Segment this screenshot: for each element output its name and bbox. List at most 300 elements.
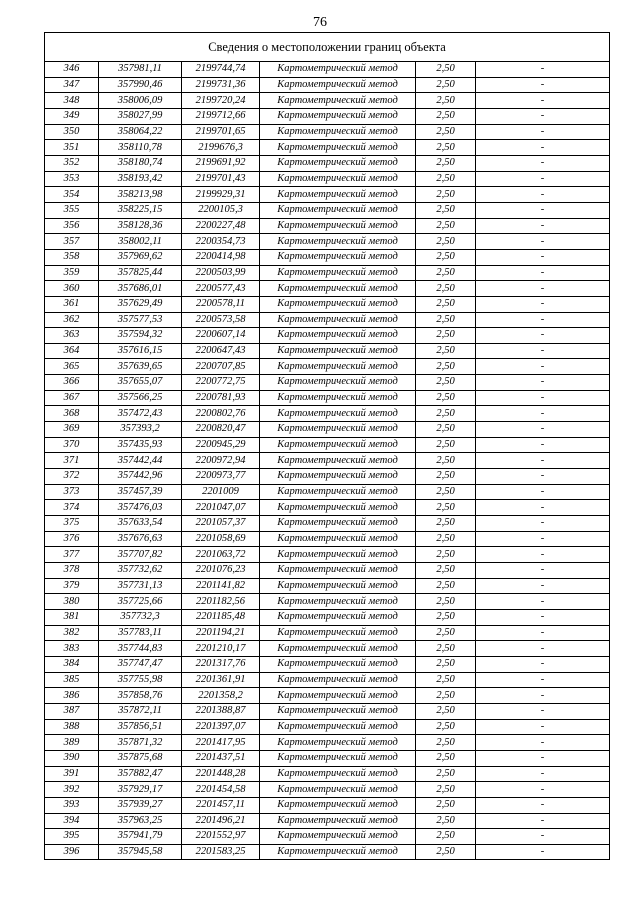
description-cell: - xyxy=(476,672,610,688)
method-cell: Картометрический метод xyxy=(260,844,416,860)
table-row xyxy=(45,578,610,594)
x-coordinate-cell: 357856,51 xyxy=(99,719,182,735)
y-coordinate-cell: 2200573,58 xyxy=(182,312,260,328)
point-number-cell: 390 xyxy=(45,750,99,766)
table-header: Сведения о местоположении границ объекта xyxy=(45,33,610,62)
method-cell: Картометрический метод xyxy=(260,422,416,438)
y-coordinate-cell: 2201194,21 xyxy=(182,625,260,641)
table-row xyxy=(45,406,610,422)
accuracy-cell: 2,50 xyxy=(416,797,476,813)
point-number-cell: 373 xyxy=(45,484,99,500)
table-row xyxy=(45,641,610,657)
method-cell: Картометрический метод xyxy=(260,625,416,641)
x-coordinate-cell: 357435,93 xyxy=(99,437,182,453)
x-coordinate-cell: 357639,65 xyxy=(99,359,182,375)
accuracy-cell: 2,50 xyxy=(416,703,476,719)
table-row xyxy=(45,766,610,782)
description-cell: - xyxy=(476,422,610,438)
table-row xyxy=(45,844,610,860)
table-row xyxy=(45,265,610,281)
description-cell: - xyxy=(476,609,610,625)
table-row xyxy=(45,108,610,124)
accuracy-cell: 2,50 xyxy=(416,500,476,516)
description-cell: - xyxy=(476,155,610,171)
method-cell: Картометрический метод xyxy=(260,531,416,547)
method-cell: Картометрический метод xyxy=(260,656,416,672)
description-cell: - xyxy=(476,359,610,375)
y-coordinate-cell: 2199691,92 xyxy=(182,155,260,171)
table-row xyxy=(45,140,610,156)
point-number-cell: 346 xyxy=(45,62,99,78)
table-row xyxy=(45,312,610,328)
point-number-cell: 369 xyxy=(45,422,99,438)
point-number-cell: 350 xyxy=(45,124,99,140)
x-coordinate-cell: 357882,47 xyxy=(99,766,182,782)
x-coordinate-cell: 357472,43 xyxy=(99,406,182,422)
accuracy-cell: 2,50 xyxy=(416,829,476,845)
point-number-cell: 357 xyxy=(45,234,99,250)
point-number-cell: 371 xyxy=(45,453,99,469)
accuracy-cell: 2,50 xyxy=(416,469,476,485)
point-number-cell: 367 xyxy=(45,390,99,406)
x-coordinate-cell: 357457,39 xyxy=(99,484,182,500)
table-row xyxy=(45,375,610,391)
description-cell: - xyxy=(476,563,610,579)
method-cell: Картометрический метод xyxy=(260,296,416,312)
x-coordinate-cell: 357755,98 xyxy=(99,672,182,688)
description-cell: - xyxy=(476,719,610,735)
y-coordinate-cell: 2201388,87 xyxy=(182,703,260,719)
accuracy-cell: 2,50 xyxy=(416,171,476,187)
x-coordinate-cell: 357629,49 xyxy=(99,296,182,312)
table-row xyxy=(45,609,610,625)
description-cell: - xyxy=(476,108,610,124)
accuracy-cell: 2,50 xyxy=(416,719,476,735)
accuracy-cell: 2,50 xyxy=(416,406,476,422)
accuracy-cell: 2,50 xyxy=(416,108,476,124)
description-cell: - xyxy=(476,77,610,93)
table-row xyxy=(45,187,610,203)
description-cell: - xyxy=(476,93,610,109)
description-cell: - xyxy=(476,390,610,406)
table-row xyxy=(45,390,610,406)
method-cell: Картометрический метод xyxy=(260,735,416,751)
description-cell: - xyxy=(476,265,610,281)
table-row xyxy=(45,422,610,438)
method-cell: Картометрический метод xyxy=(260,406,416,422)
x-coordinate-cell: 357858,76 xyxy=(99,688,182,704)
description-cell: - xyxy=(476,750,610,766)
x-coordinate-cell: 358064,22 xyxy=(99,124,182,140)
table-row xyxy=(45,343,610,359)
table-row xyxy=(45,688,610,704)
accuracy-cell: 2,50 xyxy=(416,672,476,688)
method-cell: Картометрический метод xyxy=(260,594,416,610)
description-cell: - xyxy=(476,688,610,704)
point-number-cell: 394 xyxy=(45,813,99,829)
method-cell: Картометрический метод xyxy=(260,390,416,406)
method-cell: Картометрический метод xyxy=(260,437,416,453)
x-coordinate-cell: 357963,25 xyxy=(99,813,182,829)
x-coordinate-cell: 357732,62 xyxy=(99,563,182,579)
x-coordinate-cell: 357969,62 xyxy=(99,249,182,265)
y-coordinate-cell: 2201457,11 xyxy=(182,797,260,813)
description-cell: - xyxy=(476,594,610,610)
accuracy-cell: 2,50 xyxy=(416,844,476,860)
x-coordinate-cell: 357731,13 xyxy=(99,578,182,594)
table-row xyxy=(45,547,610,563)
point-number-cell: 356 xyxy=(45,218,99,234)
method-cell: Картометрический метод xyxy=(260,171,416,187)
method-cell: Картометрический метод xyxy=(260,672,416,688)
method-cell: Картометрический метод xyxy=(260,766,416,782)
accuracy-cell: 2,50 xyxy=(416,77,476,93)
accuracy-cell: 2,50 xyxy=(416,609,476,625)
x-coordinate-cell: 358027,99 xyxy=(99,108,182,124)
accuracy-cell: 2,50 xyxy=(416,343,476,359)
y-coordinate-cell: 2201058,69 xyxy=(182,531,260,547)
x-coordinate-cell: 357725,66 xyxy=(99,594,182,610)
accuracy-cell: 2,50 xyxy=(416,359,476,375)
description-cell: - xyxy=(476,218,610,234)
accuracy-cell: 2,50 xyxy=(416,62,476,78)
accuracy-cell: 2,50 xyxy=(416,234,476,250)
method-cell: Картометрический метод xyxy=(260,202,416,218)
method-cell: Картометрический метод xyxy=(260,93,416,109)
y-coordinate-cell: 2200647,43 xyxy=(182,343,260,359)
table-row xyxy=(45,453,610,469)
table-row xyxy=(45,672,610,688)
accuracy-cell: 2,50 xyxy=(416,453,476,469)
y-coordinate-cell: 2199731,36 xyxy=(182,77,260,93)
accuracy-cell: 2,50 xyxy=(416,312,476,328)
description-cell: - xyxy=(476,406,610,422)
accuracy-cell: 2,50 xyxy=(416,750,476,766)
description-cell: - xyxy=(476,531,610,547)
point-number-cell: 374 xyxy=(45,500,99,516)
point-number-cell: 382 xyxy=(45,625,99,641)
y-coordinate-cell: 2200503,99 xyxy=(182,265,260,281)
x-coordinate-cell: 358225,15 xyxy=(99,202,182,218)
table-row xyxy=(45,719,610,735)
point-number-cell: 352 xyxy=(45,155,99,171)
y-coordinate-cell: 2200972,94 xyxy=(182,453,260,469)
point-number-cell: 360 xyxy=(45,281,99,297)
method-cell: Картометрический метод xyxy=(260,265,416,281)
y-coordinate-cell: 2200820,47 xyxy=(182,422,260,438)
table-row xyxy=(45,469,610,485)
method-cell: Картометрический метод xyxy=(260,469,416,485)
point-number-cell: 362 xyxy=(45,312,99,328)
x-coordinate-cell: 357945,58 xyxy=(99,844,182,860)
point-number-cell: 347 xyxy=(45,77,99,93)
method-cell: Картометрический метод xyxy=(260,719,416,735)
y-coordinate-cell: 2199744,74 xyxy=(182,62,260,78)
accuracy-cell: 2,50 xyxy=(416,578,476,594)
accuracy-cell: 2,50 xyxy=(416,782,476,798)
y-coordinate-cell: 2201063,72 xyxy=(182,547,260,563)
y-coordinate-cell: 2201552,97 xyxy=(182,829,260,845)
x-coordinate-cell: 357594,32 xyxy=(99,328,182,344)
x-coordinate-cell: 358002,11 xyxy=(99,234,182,250)
method-cell: Картометрический метод xyxy=(260,782,416,798)
x-coordinate-cell: 357442,96 xyxy=(99,469,182,485)
x-coordinate-cell: 357941,79 xyxy=(99,829,182,845)
table-row xyxy=(45,281,610,297)
x-coordinate-cell: 357929,17 xyxy=(99,782,182,798)
method-cell: Картометрический метод xyxy=(260,500,416,516)
method-cell: Картометрический метод xyxy=(260,62,416,78)
table-row xyxy=(45,484,610,500)
table-row xyxy=(45,77,610,93)
accuracy-cell: 2,50 xyxy=(416,140,476,156)
description-cell: - xyxy=(476,844,610,860)
y-coordinate-cell: 2201361,91 xyxy=(182,672,260,688)
x-coordinate-cell: 358006,09 xyxy=(99,93,182,109)
accuracy-cell: 2,50 xyxy=(416,688,476,704)
page-number: 76 xyxy=(313,15,327,30)
method-cell: Картометрический метод xyxy=(260,312,416,328)
point-number-cell: 384 xyxy=(45,656,99,672)
method-cell: Картометрический метод xyxy=(260,797,416,813)
description-cell: - xyxy=(476,813,610,829)
x-coordinate-cell: 357939,27 xyxy=(99,797,182,813)
y-coordinate-cell: 2199676,3 xyxy=(182,140,260,156)
y-coordinate-cell: 2201009 xyxy=(182,484,260,500)
x-coordinate-cell: 357676,63 xyxy=(99,531,182,547)
method-cell: Картометрический метод xyxy=(260,124,416,140)
y-coordinate-cell: 2200973,77 xyxy=(182,469,260,485)
y-coordinate-cell: 2201182,56 xyxy=(182,594,260,610)
y-coordinate-cell: 2201358,2 xyxy=(182,688,260,704)
point-number-cell: 377 xyxy=(45,547,99,563)
point-number-cell: 375 xyxy=(45,516,99,532)
y-coordinate-cell: 2200802,76 xyxy=(182,406,260,422)
method-cell: Картометрический метод xyxy=(260,750,416,766)
table-row xyxy=(45,656,610,672)
description-cell: - xyxy=(476,578,610,594)
method-cell: Картометрический метод xyxy=(260,218,416,234)
description-cell: - xyxy=(476,328,610,344)
table-row xyxy=(45,735,610,751)
boundary-table xyxy=(44,32,610,860)
description-cell: - xyxy=(476,829,610,845)
x-coordinate-cell: 357871,32 xyxy=(99,735,182,751)
y-coordinate-cell: 2200578,11 xyxy=(182,296,260,312)
table-row xyxy=(45,171,610,187)
x-coordinate-cell: 357747,47 xyxy=(99,656,182,672)
description-cell: - xyxy=(476,234,610,250)
description-cell: - xyxy=(476,375,610,391)
point-number-cell: 351 xyxy=(45,140,99,156)
description-cell: - xyxy=(476,766,610,782)
x-coordinate-cell: 357732,3 xyxy=(99,609,182,625)
method-cell: Картометрический метод xyxy=(260,609,416,625)
method-cell: Картометрический метод xyxy=(260,77,416,93)
point-number-cell: 393 xyxy=(45,797,99,813)
table-row xyxy=(45,703,610,719)
x-coordinate-cell: 357566,25 xyxy=(99,390,182,406)
table-row xyxy=(45,750,610,766)
x-coordinate-cell: 358110,78 xyxy=(99,140,182,156)
y-coordinate-cell: 2200227,48 xyxy=(182,218,260,234)
description-cell: - xyxy=(476,547,610,563)
table-row xyxy=(45,531,610,547)
y-coordinate-cell: 2201583,25 xyxy=(182,844,260,860)
table-row xyxy=(45,155,610,171)
y-coordinate-cell: 2201417,95 xyxy=(182,735,260,751)
description-cell: - xyxy=(476,656,610,672)
method-cell: Картометрический метод xyxy=(260,547,416,563)
description-cell: - xyxy=(476,249,610,265)
y-coordinate-cell: 2200607,14 xyxy=(182,328,260,344)
y-coordinate-cell: 2201317,76 xyxy=(182,656,260,672)
method-cell: Картометрический метод xyxy=(260,187,416,203)
x-coordinate-cell: 357633,54 xyxy=(99,516,182,532)
x-coordinate-cell: 357707,82 xyxy=(99,547,182,563)
point-number-cell: 370 xyxy=(45,437,99,453)
y-coordinate-cell: 2200354,73 xyxy=(182,234,260,250)
table-row xyxy=(45,296,610,312)
y-coordinate-cell: 2200105,3 xyxy=(182,202,260,218)
description-cell: - xyxy=(476,484,610,500)
table-row xyxy=(45,202,610,218)
point-number-cell: 358 xyxy=(45,249,99,265)
table-row xyxy=(45,500,610,516)
accuracy-cell: 2,50 xyxy=(416,641,476,657)
accuracy-cell: 2,50 xyxy=(416,735,476,751)
y-coordinate-cell: 2201185,48 xyxy=(182,609,260,625)
description-cell: - xyxy=(476,187,610,203)
point-number-cell: 349 xyxy=(45,108,99,124)
table-row xyxy=(45,829,610,845)
point-number-cell: 391 xyxy=(45,766,99,782)
table-row xyxy=(45,437,610,453)
x-coordinate-cell: 357872,11 xyxy=(99,703,182,719)
description-cell: - xyxy=(476,140,610,156)
method-cell: Картометрический метод xyxy=(260,516,416,532)
point-number-cell: 395 xyxy=(45,829,99,845)
y-coordinate-cell: 2200577,43 xyxy=(182,281,260,297)
accuracy-cell: 2,50 xyxy=(416,375,476,391)
accuracy-cell: 2,50 xyxy=(416,155,476,171)
table-row xyxy=(45,62,610,78)
method-cell: Картометрический метод xyxy=(260,343,416,359)
description-cell: - xyxy=(476,703,610,719)
point-number-cell: 385 xyxy=(45,672,99,688)
y-coordinate-cell: 2201397,07 xyxy=(182,719,260,735)
description-cell: - xyxy=(476,296,610,312)
table-row xyxy=(45,782,610,798)
table-row xyxy=(45,249,610,265)
y-coordinate-cell: 2199701,65 xyxy=(182,124,260,140)
accuracy-cell: 2,50 xyxy=(416,281,476,297)
description-cell: - xyxy=(476,62,610,78)
accuracy-cell: 2,50 xyxy=(416,218,476,234)
description-cell: - xyxy=(476,469,610,485)
y-coordinate-cell: 2201141,82 xyxy=(182,578,260,594)
point-number-cell: 365 xyxy=(45,359,99,375)
method-cell: Картометрический метод xyxy=(260,155,416,171)
y-coordinate-cell: 2201437,51 xyxy=(182,750,260,766)
y-coordinate-cell: 2201047,07 xyxy=(182,500,260,516)
table-row xyxy=(45,124,610,140)
point-number-cell: 396 xyxy=(45,844,99,860)
table-row xyxy=(45,563,610,579)
x-coordinate-cell: 358193,42 xyxy=(99,171,182,187)
point-number-cell: 354 xyxy=(45,187,99,203)
description-cell: - xyxy=(476,797,610,813)
x-coordinate-cell: 357476,03 xyxy=(99,500,182,516)
point-number-cell: 376 xyxy=(45,531,99,547)
point-number-cell: 387 xyxy=(45,703,99,719)
x-coordinate-cell: 357825,44 xyxy=(99,265,182,281)
description-cell: - xyxy=(476,782,610,798)
method-cell: Картометрический метод xyxy=(260,108,416,124)
method-cell: Картометрический метод xyxy=(260,281,416,297)
point-number-cell: 372 xyxy=(45,469,99,485)
accuracy-cell: 2,50 xyxy=(416,124,476,140)
x-coordinate-cell: 358128,36 xyxy=(99,218,182,234)
x-coordinate-cell: 357393,2 xyxy=(99,422,182,438)
description-cell: - xyxy=(476,312,610,328)
y-coordinate-cell: 2201057,37 xyxy=(182,516,260,532)
method-cell: Картометрический метод xyxy=(260,813,416,829)
x-coordinate-cell: 357686,01 xyxy=(99,281,182,297)
x-coordinate-cell: 358213,98 xyxy=(99,187,182,203)
method-cell: Картометрический метод xyxy=(260,328,416,344)
table-row xyxy=(45,328,610,344)
y-coordinate-cell: 2200781,93 xyxy=(182,390,260,406)
table-row xyxy=(45,625,610,641)
description-cell: - xyxy=(476,453,610,469)
x-coordinate-cell: 357616,15 xyxy=(99,343,182,359)
point-number-cell: 392 xyxy=(45,782,99,798)
x-coordinate-cell: 357442,44 xyxy=(99,453,182,469)
table-row xyxy=(45,218,610,234)
x-coordinate-cell: 357577,53 xyxy=(99,312,182,328)
point-number-cell: 388 xyxy=(45,719,99,735)
description-cell: - xyxy=(476,641,610,657)
y-coordinate-cell: 2199701,43 xyxy=(182,171,260,187)
method-cell: Картометрический метод xyxy=(260,484,416,500)
accuracy-cell: 2,50 xyxy=(416,187,476,203)
y-coordinate-cell: 2200414,98 xyxy=(182,249,260,265)
description-cell: - xyxy=(476,500,610,516)
x-coordinate-cell: 357655,07 xyxy=(99,375,182,391)
method-cell: Картометрический метод xyxy=(260,563,416,579)
accuracy-cell: 2,50 xyxy=(416,813,476,829)
y-coordinate-cell: 2199720,24 xyxy=(182,93,260,109)
accuracy-cell: 2,50 xyxy=(416,594,476,610)
x-coordinate-cell: 357981,11 xyxy=(99,62,182,78)
accuracy-cell: 2,50 xyxy=(416,265,476,281)
point-number-cell: 353 xyxy=(45,171,99,187)
accuracy-cell: 2,50 xyxy=(416,249,476,265)
table-row xyxy=(45,797,610,813)
accuracy-cell: 2,50 xyxy=(416,766,476,782)
point-number-cell: 380 xyxy=(45,594,99,610)
method-cell: Картометрический метод xyxy=(260,375,416,391)
method-cell: Картометрический метод xyxy=(260,234,416,250)
x-coordinate-cell: 357744,83 xyxy=(99,641,182,657)
point-number-cell: 386 xyxy=(45,688,99,704)
description-cell: - xyxy=(476,281,610,297)
description-cell: - xyxy=(476,202,610,218)
point-number-cell: 381 xyxy=(45,609,99,625)
accuracy-cell: 2,50 xyxy=(416,484,476,500)
method-cell: Картометрический метод xyxy=(260,453,416,469)
